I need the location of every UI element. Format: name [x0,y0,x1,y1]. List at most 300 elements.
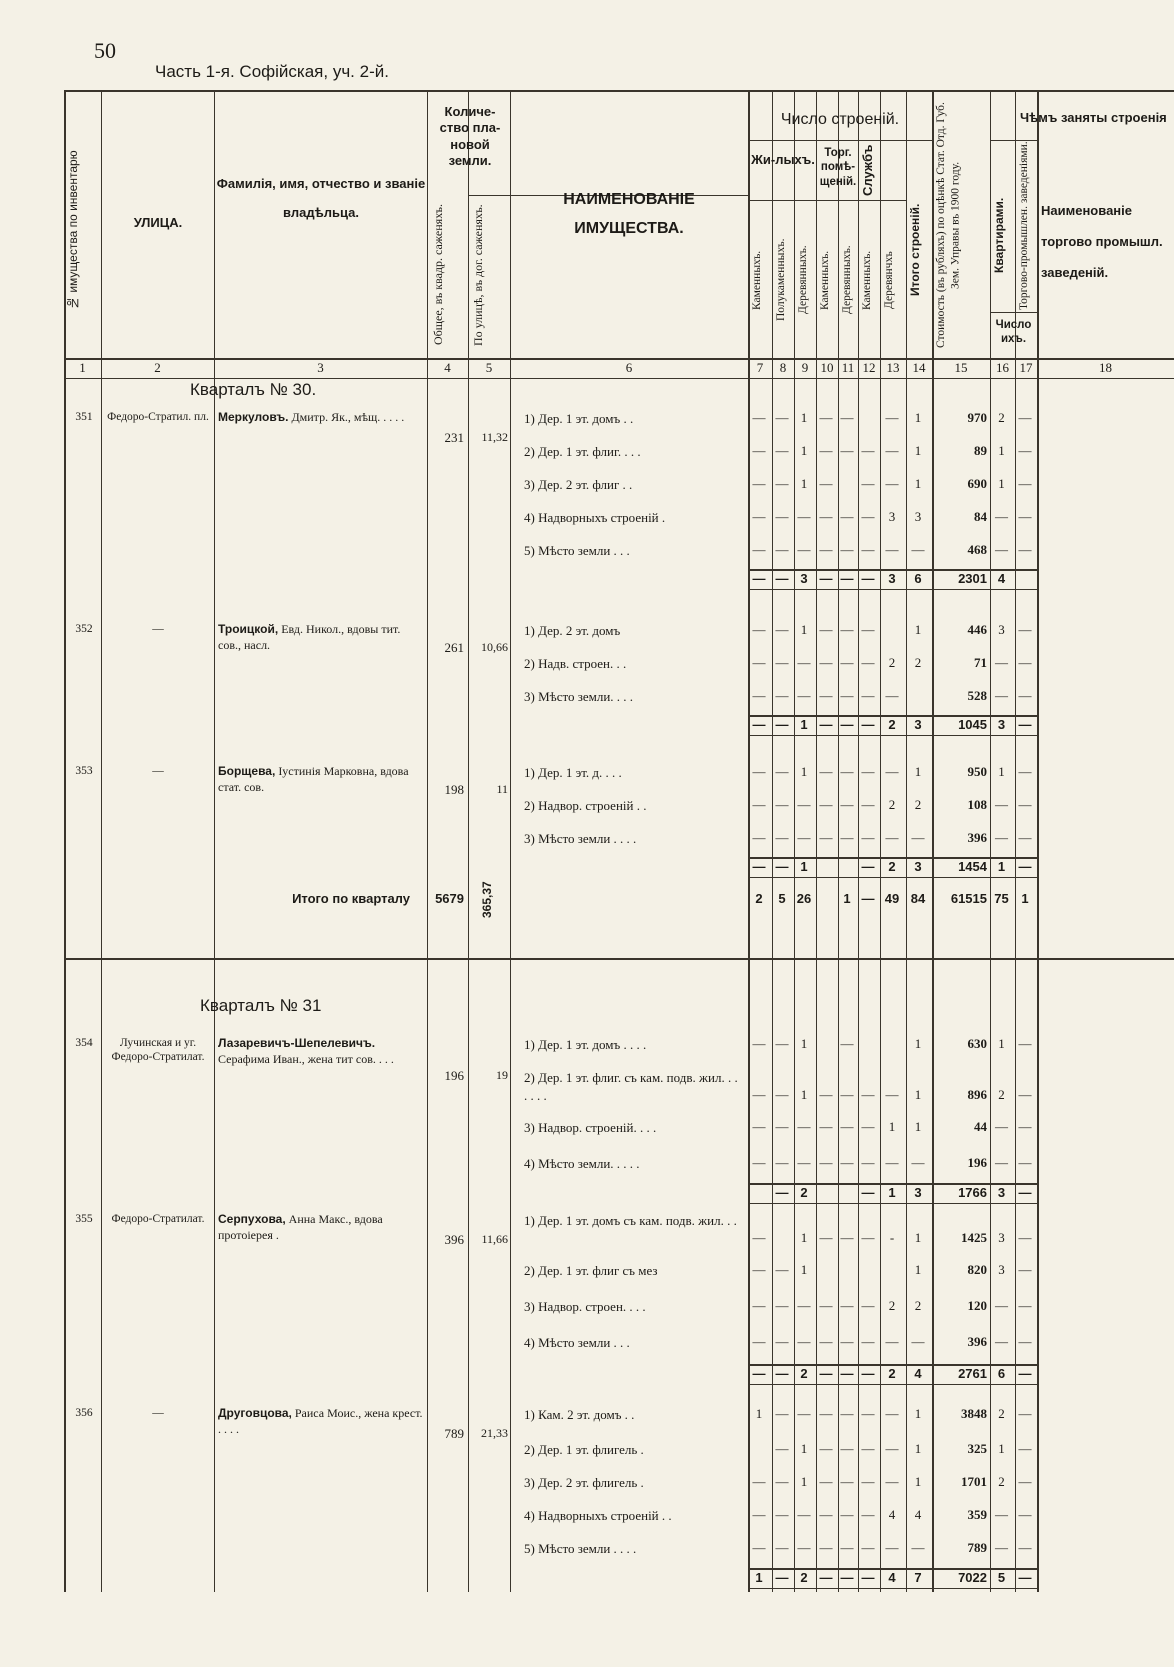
cell-c11: — [840,443,854,458]
cell-c16: 1 [998,476,1005,491]
cell-c11: — [840,764,854,779]
property-item: 1) Дер. 1 эт. домъ . . [524,411,634,426]
header-property-name: НАИМЕНОВАНІЕ ИМУЩЕСТВА. [563,191,695,237]
inventory-number: 356 [75,1407,93,1419]
quarter-total-c12: — [861,891,875,906]
inventory-number: 351 [75,411,93,423]
cell-c7: — [752,1230,766,1245]
cell-c12: — [861,476,875,491]
sum-c7: — [752,859,766,874]
rule [101,90,102,1592]
column-number: 11 [841,360,855,375]
cell-c15: 789 [967,1540,987,1555]
header-sub-serv_stone: Каменныхъ. [861,250,873,310]
header-sub-halfstone: Полукаменныхъ. [775,238,787,322]
cell-c10: — [819,688,833,703]
quarter-total-c11: 1 [843,891,851,906]
sum-c9: 1 [800,859,808,874]
cell-c7: — [752,1087,766,1102]
sum-c7: — [752,571,766,586]
cell-c10: — [819,1406,833,1421]
land-total: 396 [444,1232,464,1247]
cell-c16: — [995,688,1008,703]
cell-c9: — [797,1298,811,1313]
cell-c8: — [775,1507,789,1522]
rule [748,1384,1037,1385]
cell-c13: — [885,410,899,425]
cell-c12: — [861,688,875,703]
land-street: 11,32 [481,430,508,444]
cell-c14: — [911,1334,925,1349]
sum-c15: 1766 [958,1185,987,1200]
header-sub-wood: Деревянныхъ. [797,245,809,315]
cell-c15: 396 [967,1334,987,1349]
cell-c11: — [840,655,854,670]
cell-c15: 630 [967,1036,987,1051]
sum-c15: 7022 [958,1570,987,1585]
cell-c13: - [889,1230,895,1245]
cell-c11: — [840,509,854,524]
cell-c7: — [752,622,766,637]
sum-c17: — [1018,1185,1032,1200]
cell-c13: — [885,1540,899,1555]
cell-c9: 1 [800,1036,808,1051]
quarter-total-land: 5679 [435,891,464,906]
property-item: 2) Дер. 1 эт. флиг съ мез [524,1263,658,1278]
sum-c13: 1 [888,1185,896,1200]
rule [748,1203,1037,1204]
cell-c14: 1 [914,1262,922,1277]
sum-c16: 3 [997,717,1006,732]
sum-c14: 3 [914,717,922,732]
cell-c10: — [819,1119,833,1134]
cell-c12: — [861,1540,875,1555]
column-number: 2 [154,360,161,375]
sum-c12: — [861,1185,875,1200]
sum-c8: — [775,1366,789,1381]
property-item: 2) Дер. 1 эт. флигель . [524,1442,644,1457]
cell-c17: — [1018,797,1032,812]
cell-c13: 2 [888,797,896,812]
land-street: 21,33 [481,1426,508,1440]
cell-c14: — [911,542,925,557]
cell-c8: — [775,509,789,524]
cell-c15: 3848 [961,1406,987,1421]
cell-c13: — [885,764,899,779]
cell-c7: — [752,1262,766,1277]
sum-c15: 1045 [958,717,987,732]
cell-c12: — [861,797,875,812]
cell-c9: 1 [800,764,808,779]
header-land-total: Общее, въ квадр. саженяхъ. [431,204,445,346]
cell-c12: — [861,1155,875,1170]
rule [510,90,511,1592]
cell-c10: — [819,764,833,779]
cell-c11: — [840,1087,854,1102]
cell-c9: — [797,830,811,845]
cell-c9: — [797,797,811,812]
cell-c14: 2 [914,655,922,670]
cell-c8: — [775,1540,789,1555]
cell-c12: — [861,1087,875,1102]
quarter-total-c9: 26 [796,891,812,906]
cell-c11: — [840,797,854,812]
cell-c17: — [1018,764,1032,779]
cell-c10: — [819,1474,833,1489]
cell-c15: 690 [967,476,987,491]
cell-c10: — [819,1087,833,1102]
page-number: 50 [94,38,116,63]
header-value: Стоимость (въ рубляхъ) по оцѣнкѣ Стат. Отд. Губ. Зем. Управы въ 1900 году. [935,102,962,348]
cell-c8: — [775,655,789,670]
property-item: 3) Дер. 2 эт. флигель . [524,1475,644,1490]
cell-c12: — [861,1406,875,1421]
property-item: 2) Дер. 1 эт. флиг. . . . [524,444,641,459]
quarter-total-c7: 2 [755,891,763,906]
cell-c16: — [995,1119,1008,1134]
rule [748,877,1037,878]
cell-c10: — [819,1540,833,1555]
land-total: 196 [444,1068,464,1083]
column-number: 12 [862,360,876,375]
cell-c8: — [775,1119,789,1134]
cell-c17: — [1018,1474,1032,1489]
cell-c8: — [775,542,789,557]
cell-c17: — [1018,1036,1032,1051]
header-owner: Фамилія, имя, отчество и званіе владѣльца. [216,176,426,220]
cell-c8: — [775,443,789,458]
cell-c17: — [1018,1406,1032,1421]
owner [218,1406,423,1437]
cell-c16: — [995,1155,1008,1170]
cell-c10: — [819,622,833,637]
sum-c12: — [861,1570,875,1585]
cell-c15: 396 [967,830,987,845]
cell-c12: — [861,443,875,458]
cell-c15: 820 [967,1262,987,1277]
cell-c16: 1 [998,1441,1005,1456]
owner-details: Дмитр. Як., мѣщ. . . . . [288,410,405,424]
cell-c17: — [1018,1087,1032,1102]
property-item: 5) Мѣсто земли . . . [524,543,630,558]
running-head: Часть 1-я. Софійская, уч. 2-й. [155,62,389,81]
sum-c8: — [775,859,789,874]
street-name: — [152,1407,164,1419]
cell-c13: 1 [888,1119,896,1134]
sum-c15: 1454 [958,859,987,874]
quarter-title: Кварталъ № 30. [190,380,317,399]
cell-c14: 2 [914,797,922,812]
cell-c10: — [819,1441,833,1456]
owner-surname: Борщева, [218,764,276,778]
land-street: 11,66 [481,1232,508,1246]
property-item: 1) Дер. 2 эт. домъ [524,623,621,638]
cell-c12: — [861,1441,875,1456]
cell-c17: — [1018,830,1032,845]
cell-c13: — [885,830,899,845]
cell-c15: 446 [967,622,987,637]
quarter-title: Кварталъ № 31 [200,996,322,1015]
rule [64,958,1174,960]
property-item: 4) Мѣсто земли. . . . . [524,1156,640,1171]
cell-c17: — [1018,1230,1032,1245]
inventory-number: 355 [75,1213,93,1225]
sum-c13: 3 [888,571,896,586]
sum-c15: 2301 [958,571,987,586]
cell-c10: — [819,1507,833,1522]
header-count: Число ихъ. [995,319,1032,346]
sum-c16: 1 [997,859,1006,874]
cell-c15: 84 [974,509,987,524]
column-number: 18 [1099,360,1112,375]
cell-c8: — [775,476,789,491]
cell-c8: — [775,1155,789,1170]
property-item: 3) Надвор. строеній. . . . [524,1120,657,1135]
cell-c14: 3 [914,509,922,524]
cell-c13: — [885,1474,899,1489]
cell-c9: — [797,1406,811,1421]
cell-c12: — [861,1119,875,1134]
cell-c16: — [995,797,1008,812]
header-service: Службъ [860,144,875,196]
cell-c14: 1 [914,476,922,491]
cell-c12: — [861,1230,875,1245]
sum-c8: — [775,571,789,586]
cell-c15: 89 [974,443,987,458]
sum-c15: 2761 [958,1366,987,1381]
cell-c16: 1 [998,1036,1005,1051]
cell-c15: 108 [967,797,987,812]
cell-c10: — [819,1298,833,1313]
cell-c13: 2 [888,655,896,670]
sum-c10: — [819,1570,833,1585]
cell-c16: — [995,1298,1008,1313]
owner-details: Раиса Моис., жена крест. . . . . [218,1406,423,1436]
cell-c10: — [819,410,833,425]
cell-c8: — [775,1334,789,1349]
cell-c13: — [885,688,899,703]
cell-c16: 2 [998,1087,1005,1102]
land-street: 19 [496,1068,508,1082]
rule [427,90,428,1592]
cell-c7: — [752,476,766,491]
header-land-street: По улицѣ, въ дог. саженяхъ. [471,204,485,346]
sum-c11: — [840,717,854,732]
property-item: 1) Дер. 1 эт. д. . . . [524,765,622,780]
quarter-total-street: 365,37 [480,881,494,919]
cell-c16: — [995,542,1008,557]
column-number: 5 [485,360,493,375]
cell-c11: — [840,1540,854,1555]
cell-c12: — [861,830,875,845]
cell-c11: — [840,1441,854,1456]
header-sub-trade_wood: Деревянныхъ. [841,245,853,315]
sum-c8: — [775,1185,789,1200]
cell-c7: 1 [755,1406,763,1421]
sum-c12: — [861,859,875,874]
rule [748,589,1037,590]
street-name: — [152,765,164,777]
cell-c9: — [797,688,811,703]
cell-c13: — [885,1441,899,1456]
cell-c8: — [775,410,789,425]
cell-c13: — [885,1334,899,1349]
cell-c12: — [861,1298,875,1313]
cell-c14: 1 [914,1406,922,1421]
cell-c16: — [995,1540,1008,1555]
cell-c15: 896 [967,1087,987,1102]
owner-surname: Лазаревичъ-Шепелевичъ. [218,1036,376,1050]
cell-c7: — [752,1155,766,1170]
cell-c7: — [752,1298,766,1313]
cell-c14: — [911,830,925,845]
sum-c8: — [775,1570,789,1585]
sum-c17: — [1018,1570,1032,1585]
quarter-total-c16: 75 [994,891,1009,906]
cell-c7: — [752,1334,766,1349]
cell-c17: — [1018,1507,1032,1522]
cell-c14: 4 [914,1507,922,1522]
cell-c13: 3 [888,509,896,524]
cell-c16: 3 [998,622,1005,637]
cell-c9: — [797,1155,811,1170]
cell-c10: — [819,830,833,845]
cell-c17: — [1018,1441,1032,1456]
cell-c11: — [840,1406,854,1421]
column-number: 15 [954,360,968,375]
cell-c16: 1 [998,443,1005,458]
cell-c17: — [1018,1262,1032,1277]
sum-c12: — [861,571,875,586]
sum-c7: — [752,717,766,732]
owner [218,764,423,795]
cell-c13: 4 [888,1507,896,1522]
sum-c13: 4 [888,1570,896,1585]
sum-c14: 3 [914,859,922,874]
cell-c17: — [1018,622,1032,637]
quarter-total-c8: 5 [778,891,786,906]
quarter-total-c15: 61515 [950,891,987,906]
cell-c12: — [861,764,875,779]
sum-c9: 2 [800,1185,808,1200]
property-item: 3) Дер. 2 эт. флиг . . [524,477,633,492]
owner [218,1212,423,1243]
property-item: 3) Мѣсто земли. . . . [524,689,634,704]
cell-c12: — [861,1474,875,1489]
column-number: 8 [779,360,787,375]
cell-c16: — [995,509,1008,524]
cell-c10: — [819,1155,833,1170]
header-street: УЛИЦА. [133,215,183,230]
cell-c16: — [995,655,1008,670]
column-number: 13 [886,360,900,375]
cell-c16: 1 [998,764,1005,779]
column-number: 17 [1019,360,1033,375]
cell-c10: — [819,655,833,670]
sum-c9: 1 [800,717,808,732]
cell-c8: — [775,797,789,812]
inventory-number: 352 [75,623,93,635]
cell-c11: — [840,1507,854,1522]
cell-c14: — [911,1155,925,1170]
rule [748,735,1037,736]
header-sub-serv_wood: Деревянчхъ [883,251,895,309]
header-inventory-number: № имущества по инвентарю [66,150,80,310]
cell-c15: 1425 [961,1230,987,1245]
cell-c15: 359 [967,1507,987,1522]
cell-c8: — [775,1474,789,1489]
cell-c15: 528 [967,688,987,703]
sum-c12: — [861,717,875,732]
cell-c8: — [775,1441,789,1456]
cell-c13: — [885,542,899,557]
cell-c16: 3 [998,1230,1005,1245]
column-number: 1 [79,360,86,375]
header-total-buildings: Итого строеній. [908,203,922,297]
cell-c15: 468 [967,542,987,557]
rule [64,90,1174,92]
cell-c11: — [840,830,854,845]
cell-c11: — [840,542,854,557]
cell-c17: — [1018,1334,1032,1349]
street-name: Лучинская и уг. Федоро-Стратилат. [111,1037,205,1064]
sum-c11: — [840,1366,854,1381]
cell-c16: — [995,1507,1008,1522]
cell-c17: — [1018,1298,1032,1313]
cell-c14: 1 [914,1441,922,1456]
cell-c12: — [861,542,875,557]
cell-c9: — [797,542,811,557]
sum-c7: 1 [755,1570,763,1585]
land-street: 11 [496,782,508,796]
owner-details: Іустинія Марковна, вдова стат. сов. [218,764,409,794]
sum-c16: 4 [997,571,1006,586]
owner-details: Евд. Никол., вдовы тит. сов., насл. [218,622,401,652]
cell-c16: 3 [998,1262,1005,1277]
cell-c17: — [1018,688,1032,703]
cell-c15: 1701 [961,1474,987,1489]
cell-c10: — [819,443,833,458]
header-apartments: Квартирами. [992,197,1006,273]
cell-c12: — [861,622,875,637]
cell-c11: — [840,1474,854,1489]
sum-c12: — [861,1366,875,1381]
owner-surname: Друговцова, [218,1406,292,1420]
cell-c8: — [775,1087,789,1102]
cell-c13: — [885,1155,899,1170]
sum-c14: 7 [914,1570,922,1585]
sum-c11: — [840,1570,854,1585]
cell-c7: — [752,1119,766,1134]
cell-c13: — [885,443,899,458]
cell-c12: — [861,1334,875,1349]
property-item: 5) Мѣсто земли . . . . [524,1541,637,1556]
cell-c7: — [752,764,766,779]
sum-c10: — [819,1366,833,1381]
street-name: — [152,623,164,635]
header-occupied-group: Чѣмъ заняты строенія [1020,110,1167,125]
cell-c14: 1 [914,1119,922,1134]
cell-c17: — [1018,1119,1032,1134]
sum-c17: — [1018,717,1032,732]
street-name: Федоро-Стратил. пл. [107,411,209,423]
cell-c15: 44 [974,1119,987,1134]
land-total: 261 [444,640,464,655]
cell-c10: — [819,476,833,491]
property-item: 1) Дер. 1 эт. домъ . . . . [524,1037,647,1052]
sum-c13: 2 [888,859,896,874]
sum-c10: — [819,717,833,732]
